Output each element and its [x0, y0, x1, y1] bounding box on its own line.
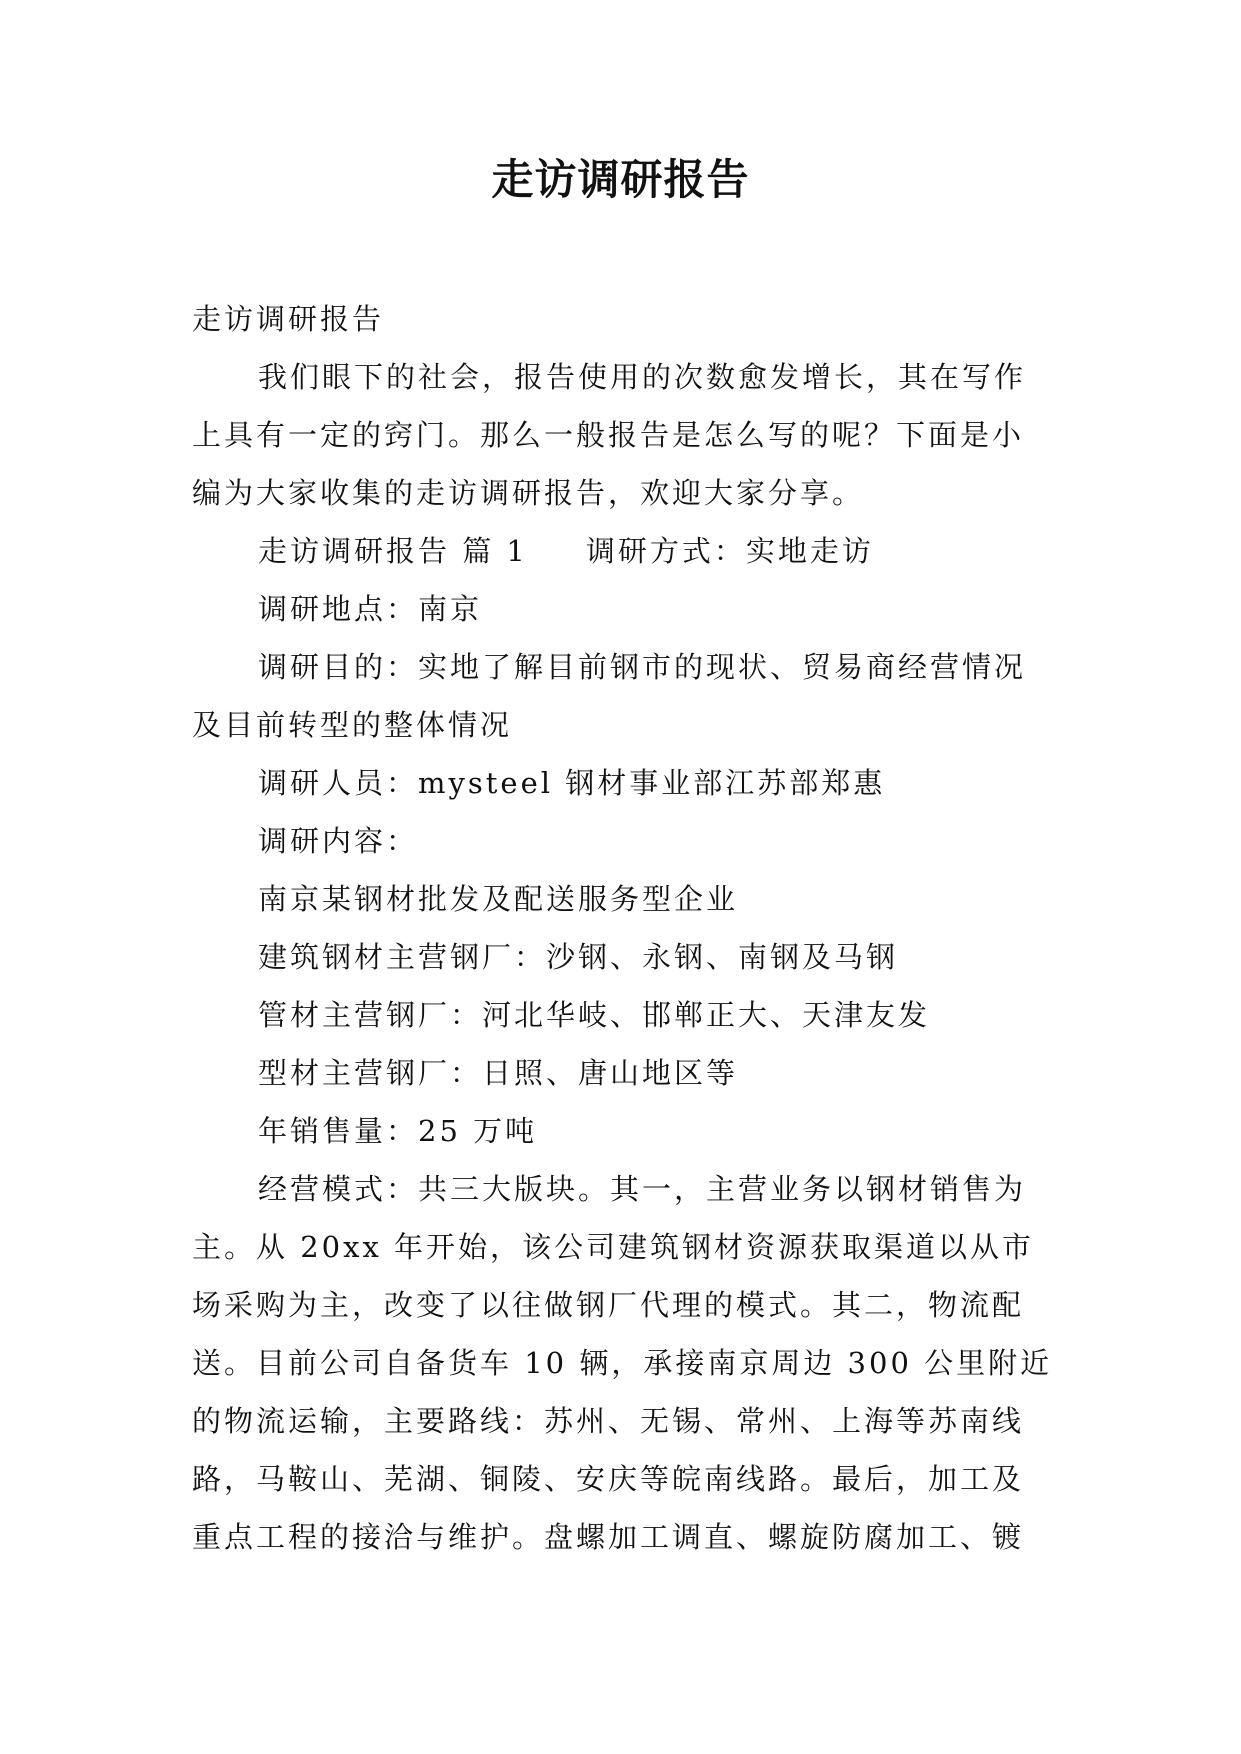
body-line: 年销售量：25 万吨: [258, 1114, 538, 1148]
body-line: 路，马鞍山、芜湖、铜陵、安庆等皖南线路。最后，加工及: [192, 1462, 1025, 1496]
body-line: 型材主营钢厂：日照、唐山地区等: [258, 1056, 739, 1090]
survey-method: 调研方式：实地走访: [585, 534, 874, 568]
document-body: [192, 290, 1054, 1566]
body-line: 编为大家收集的走访调研报告，欢迎大家分享。: [192, 476, 865, 510]
section-heading: 走访调研报告 篇 1: [258, 534, 528, 568]
body-line: 管材主营钢厂：河北华岐、邯郸正大、天津友发: [258, 998, 931, 1032]
body-line: 南京某钢材批发及配送服务型企业: [258, 882, 739, 916]
body-line-heading: 走访调研报告: [192, 302, 385, 336]
body-line: 建筑钢材主营钢厂：沙钢、永钢、南钢及马钢: [258, 940, 899, 974]
body-line: [192, 522, 1054, 580]
body-line: 调研人员：mysteel 钢材事业部江苏部郑惠: [258, 766, 886, 800]
document-title: 走访调研报告: [491, 155, 750, 204]
body-line: 调研内容：: [258, 824, 419, 858]
body-line: 场采购为主，改变了以往做钢厂代理的模式。其二，物流配: [192, 1288, 1025, 1322]
body-line: 重点工程的接洽与维护。盘螺加工调直、螺旋防腐加工、镀: [192, 1520, 1025, 1554]
body-line: 及目前转型的整体情况: [192, 708, 513, 742]
body-line: 送。目前公司自备货车 10 辆，承接南京周边 300 公里附近: [192, 1346, 1053, 1380]
body-line: 我们眼下的社会，报告使用的次数愈发增长，其在写作: [258, 360, 1027, 394]
body-line: 调研地点：南京: [258, 592, 483, 626]
body-line: 上具有一定的窍门。那么一般报告是怎么写的呢？下面是小: [192, 418, 1025, 452]
body-line: 主。从 20xx 年开始，该公司建筑钢材资源获取渠道以从市: [192, 1230, 1035, 1264]
body-line: 经营模式：共三大版块。其一，主营业务以钢材销售为: [258, 1172, 1027, 1206]
body-line: 的物流运输，主要路线：苏州、无锡、常州、上海等苏南线: [192, 1404, 1025, 1438]
body-line: 调研目的：实地了解目前钢市的现状、贸易商经营情况: [258, 650, 1027, 684]
